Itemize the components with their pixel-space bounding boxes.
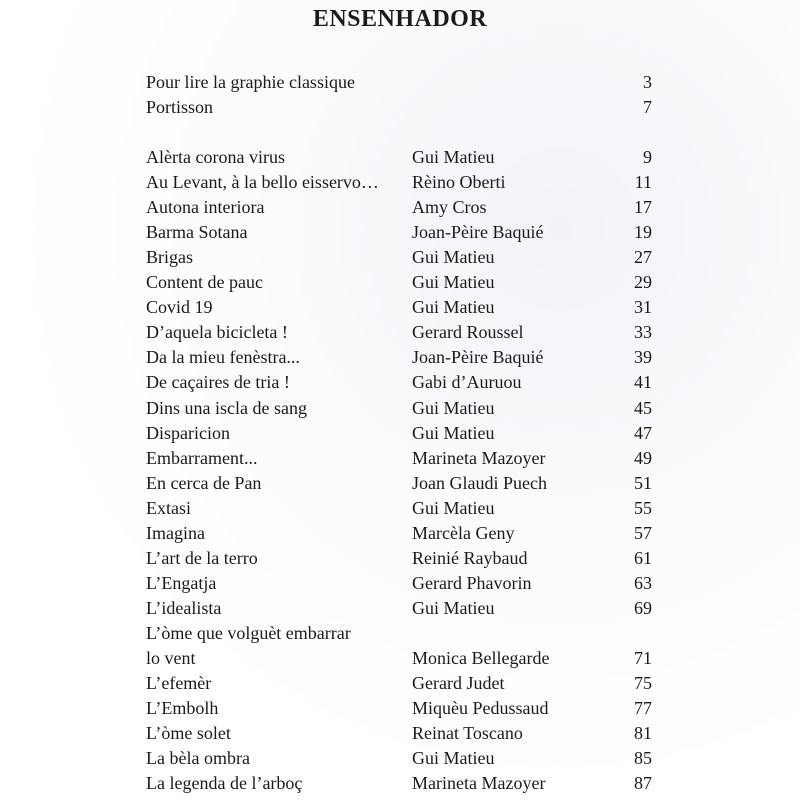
- toc-entry: [146, 170, 652, 195]
- entry-title: La bèla ombra: [146, 748, 250, 768]
- entry-author: Joan-Pèire Baquié: [412, 347, 544, 367]
- entry-title: L’Embolh: [146, 698, 219, 718]
- entry-page-number: 55: [634, 498, 652, 518]
- entry-title: De caçaires de tria !: [146, 372, 290, 392]
- toc-entry: [146, 521, 652, 546]
- entry-author: Gui Matieu: [412, 297, 495, 317]
- toc-entry: [146, 446, 652, 471]
- entry-author: Gui Matieu: [412, 598, 495, 618]
- entry-author: Joan-Pèire Baquié: [412, 222, 544, 242]
- entry-author: Gabi d’Auruou: [412, 372, 522, 392]
- entry-page-number: 11: [634, 172, 652, 192]
- entry-page-number: 45: [634, 398, 652, 418]
- entry-title: Embarrament...: [146, 448, 258, 468]
- entry-author: Rèino Oberti: [412, 172, 506, 192]
- toc-entry: [146, 345, 652, 370]
- entry-page-number: 57: [634, 523, 652, 543]
- entry-title: Au Levant, à la bello eisservo…: [146, 172, 379, 192]
- front-entry: [146, 95, 652, 120]
- entry-author: Gui Matieu: [412, 247, 495, 267]
- entry-title: Brigas: [146, 247, 193, 267]
- entry-author: Gui Matieu: [412, 398, 495, 418]
- entry-title: L’idealista: [146, 598, 222, 618]
- toc-entry: [146, 671, 652, 696]
- entry-author: Gui Matieu: [412, 498, 495, 518]
- toc-entry: [146, 471, 652, 496]
- entry-page-number: 29: [634, 272, 652, 292]
- entry-title: lo vent: [146, 648, 196, 668]
- toc-entry: [146, 320, 652, 345]
- entry-page-number: 63: [634, 573, 652, 593]
- entry-title: Barma Sotana: [146, 222, 248, 242]
- entry-title: L’òme que volguèt embarrar: [146, 623, 351, 643]
- entry-title: Pour lire la graphie classique: [146, 72, 355, 92]
- entry-page-number: 69: [634, 598, 652, 618]
- entry-title: Imagina: [146, 523, 205, 543]
- entry-author: Gui Matieu: [412, 272, 495, 292]
- entry-title: Extasi: [146, 498, 191, 518]
- entry-page-number: 77: [634, 698, 652, 718]
- toc-entry: [146, 396, 652, 421]
- entry-author: Reinié Raybaud: [412, 548, 528, 568]
- toc-entry: [146, 421, 652, 446]
- entry-title: L’òme solet: [146, 723, 231, 743]
- toc-entry: [146, 295, 652, 320]
- toc-entry: [146, 546, 652, 571]
- toc-entry: [146, 646, 652, 671]
- entry-author: Gui Matieu: [412, 748, 495, 768]
- entry-page-number: 39: [634, 347, 652, 367]
- entry-page-number: 27: [634, 247, 652, 267]
- toc-entry: [146, 721, 652, 746]
- entry-author: Monica Bellegarde: [412, 648, 550, 668]
- entry-title: L’Engatja: [146, 573, 217, 593]
- entry-title: Portisson: [146, 97, 214, 117]
- entry-page-number: 19: [634, 222, 652, 242]
- toc-entry: [146, 571, 652, 596]
- entry-author: Gerard Roussel: [412, 322, 524, 342]
- entry-page-number: 49: [634, 448, 652, 468]
- entry-title: En cerca de Pan: [146, 473, 262, 493]
- entry-title: L’efemèr: [146, 673, 212, 693]
- entry-page-number: 81: [634, 723, 652, 743]
- entry-author: Gerard Judet: [412, 673, 505, 693]
- toc-entry: [146, 596, 652, 621]
- entry-page-number: 17: [634, 197, 652, 217]
- toc-entry: [146, 145, 652, 170]
- toc-entry: [146, 195, 652, 220]
- entry-page-number: 41: [634, 372, 652, 392]
- entry-title: L’art de la terro: [146, 548, 258, 568]
- toc-entry: [146, 220, 652, 245]
- entry-title: Da la mieu fenèstra...: [146, 347, 300, 367]
- toc-entry: [146, 746, 652, 771]
- entry-page-number: 47: [634, 423, 652, 443]
- entry-author: Marineta Mazoyer: [412, 448, 546, 468]
- entry-author: Joan Glaudi Puech: [412, 473, 547, 493]
- entry-page-number: 75: [634, 673, 652, 693]
- entry-page-number: 87: [634, 773, 652, 793]
- front-entry: [146, 70, 652, 95]
- toc-entry: [146, 696, 652, 721]
- toc-entry: [146, 496, 652, 521]
- entry-author: Marineta Mazoyer: [412, 773, 546, 793]
- entry-page-number: 3: [643, 72, 652, 92]
- page-title: ENSENHADOR: [312, 6, 488, 32]
- entry-title: Covid 19: [146, 297, 213, 317]
- entry-author: Gui Matieu: [412, 423, 495, 443]
- toc-entry: [146, 370, 652, 395]
- toc-entry: [146, 771, 652, 796]
- entry-page-number: 7: [643, 97, 652, 117]
- entry-page-number: 61: [634, 548, 652, 568]
- entry-title: D’aquela bicicleta !: [146, 322, 288, 342]
- entry-page-number: 33: [634, 322, 652, 342]
- entry-author: Miquèu Pedussaud: [412, 698, 549, 718]
- entry-author: Gui Matieu: [412, 147, 495, 167]
- entry-title: Alèrta corona virus: [146, 147, 285, 167]
- entry-title: La legenda de l’arboç: [146, 773, 303, 793]
- toc-entry: [146, 270, 652, 295]
- entry-title: Content de pauc: [146, 272, 263, 292]
- entry-author: Gerard Phavorin: [412, 573, 532, 593]
- entry-page-number: 31: [634, 297, 652, 317]
- entry-title: Disparicion: [146, 423, 230, 443]
- toc-entry: [146, 621, 652, 646]
- entry-page-number: 85: [634, 748, 652, 768]
- entry-page-number: 71: [634, 648, 652, 668]
- entry-title: Autona interiora: [146, 197, 265, 217]
- entry-page-number: 51: [634, 473, 652, 493]
- entry-author: Amy Cros: [412, 197, 487, 217]
- entry-page-number: 9: [643, 147, 652, 167]
- entry-author: Marcèla Geny: [412, 523, 515, 543]
- toc-entry: [146, 245, 652, 270]
- entry-author: Reinat Toscano: [412, 723, 523, 743]
- entry-title: Dins una iscla de sang: [146, 398, 307, 418]
